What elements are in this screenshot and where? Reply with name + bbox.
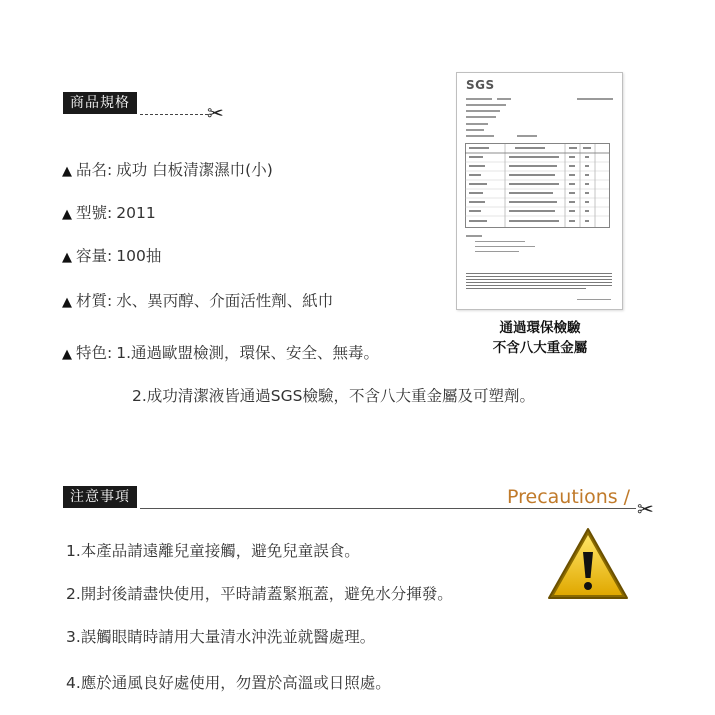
- spec-item-name: [62, 160, 273, 182]
- certificate-caption-line-2: 不含八大重金屬: [492, 340, 588, 356]
- spec-label: 特色:: [76, 344, 113, 362]
- spec-value: 2011: [116, 204, 156, 222]
- sgs-logo: SGS: [466, 78, 495, 92]
- specs-section-tab-label: 商品規格: [70, 95, 130, 111]
- note-item: 4.應於通風良好處使用，勿置於高溫或日照處。: [66, 674, 391, 692]
- scissors-icon: ✂: [207, 101, 224, 125]
- note-item: 3.誤觸眼睛時請用大量清水沖洗並就醫處理。: [66, 628, 376, 646]
- notes-section-tab: [63, 486, 137, 508]
- scissors-icon: ✂: [637, 497, 654, 521]
- spec-label: 材質:: [76, 292, 113, 310]
- spec-value: 水、異丙醇、介面活性劑、紙巾: [116, 292, 334, 310]
- spec-item-material: [62, 291, 333, 313]
- triangle-bullet-icon: ▲: [62, 207, 72, 222]
- spec-value: 1.通過歐盟檢測，環保、安全、無毒。: [116, 344, 380, 362]
- specs-section-tab: [63, 92, 137, 114]
- spec-item-capacity: [62, 246, 161, 268]
- spec-label: 容量:: [76, 247, 113, 265]
- triangle-bullet-icon: ▲: [62, 347, 72, 362]
- triangle-bullet-icon: ▲: [62, 164, 72, 179]
- triangle-bullet-icon: ▲: [62, 250, 72, 265]
- certificate-caption-line-1: 通過環保檢驗: [499, 320, 581, 336]
- spec-item-feature: [62, 343, 379, 365]
- spec-value: 100抽: [116, 247, 162, 265]
- specs-cut-line: [140, 114, 208, 115]
- spec-value: 成功 白板清潔濕巾(小): [116, 161, 273, 179]
- spec-feature-line-2: 2.成功清潔液皆通過SGS檢驗，不含八大重金屬及可塑劑。: [132, 387, 535, 405]
- note-item: 2.開封後請盡快使用，平時請蓋緊瓶蓋，避免水分揮發。: [66, 585, 453, 603]
- sgs-test-table: [465, 143, 615, 233]
- precautions-title: Precautions /: [507, 486, 631, 508]
- spec-label: 品名:: [76, 161, 113, 179]
- sgs-certificate-image: [456, 72, 623, 310]
- note-item: 1.本產品請遠離兒童接觸，避免兒童誤食。: [66, 542, 360, 560]
- spec-item-model: [62, 203, 156, 225]
- notes-section-tab-label: 注意事項: [70, 489, 130, 505]
- notes-divider-line: [140, 508, 636, 509]
- spec-label: 型號:: [76, 204, 113, 222]
- warning-icon: [546, 526, 630, 602]
- triangle-bullet-icon: ▲: [62, 295, 72, 310]
